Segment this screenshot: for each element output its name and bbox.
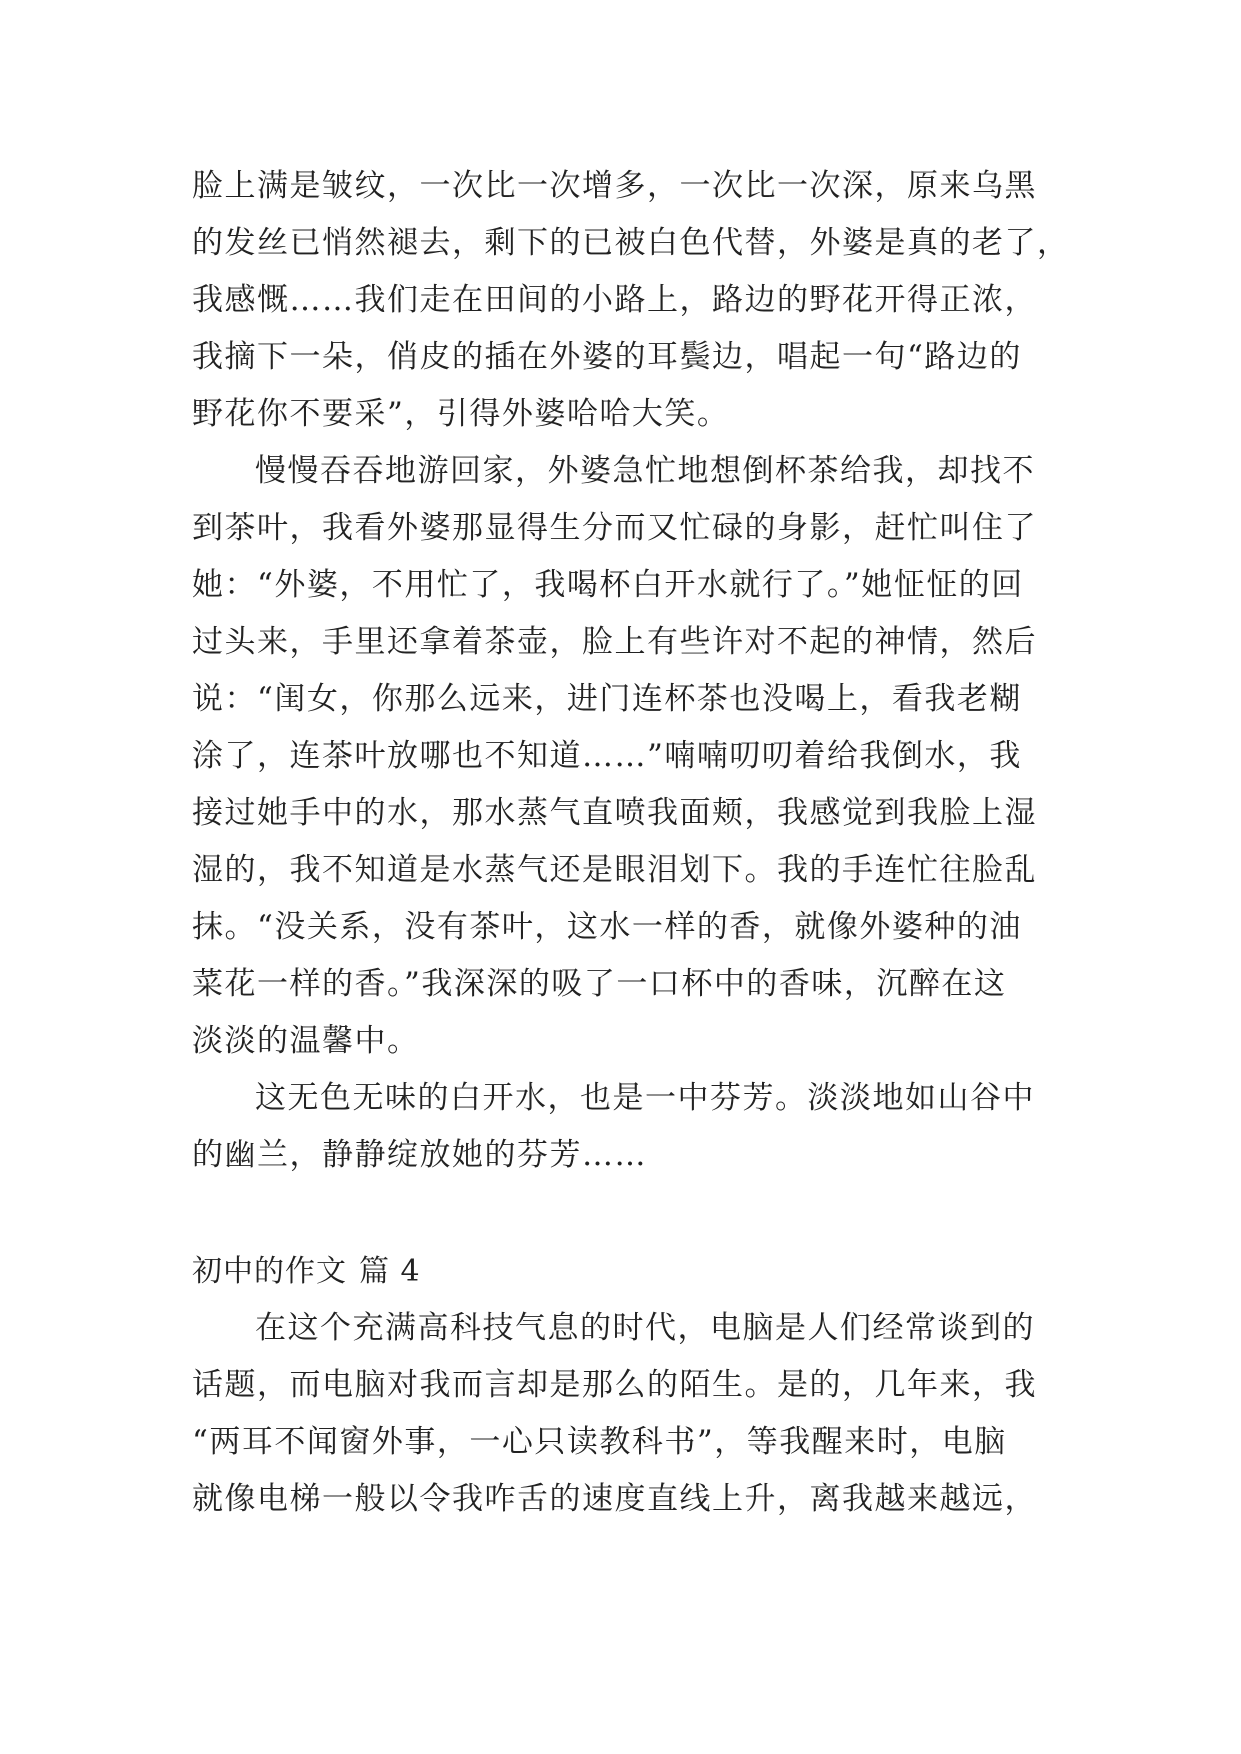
text-line: “两耳不闻窗外事，一心只读教科书”，等我醒来时，电脑 [192,1424,1007,1460]
text-line: 就像电梯一般以令我咋舌的速度直线上升，离我越来越远， [192,1481,1037,1517]
section-heading [192,1252,421,1292]
text-line: 过头来，手里还拿着茶壶，脸上有些许对不起的神情，然后 [192,624,1037,660]
text-line: 话题，而电脑对我而言却是那么的陌生。是的，几年来，我 [192,1367,1037,1403]
text-line: 抹。“没关系，没有茶叶，这水一样的香，就像外婆种的油 [192,909,1022,945]
section-title: 初中的作文 [192,1254,347,1289]
text-line: 我摘下一朵，俏皮的插在外婆的耳鬓边，唱起一句“路边的 [192,339,1022,375]
text-line: 淡淡的温馨中。 [192,1023,420,1059]
text-line: 的发丝已悄然褪去，剩下的已被白色代替，外婆是真的老了， [192,225,1070,261]
text-line: 脸上满是皱纹，一次比一次增多，一次比一次深，原来乌黑 [192,168,1037,204]
section-number: 篇 4 [359,1254,421,1289]
text-line: 的幽兰，静静绽放她的芬芳…… [192,1137,647,1173]
text-line: 说：“闺女，你那么远来，进门连杯茶也没喝上，看我老糊 [192,681,1022,717]
text-line: 接过她手中的水，那水蒸气直喷我面颊，我感觉到我脸上湿 [192,795,1037,831]
text-line: 到茶叶，我看外婆那显得生分而又忙碌的身影，赶忙叫住了 [192,510,1037,546]
text-line: 这无色无味的白开水，也是一中芬芳。淡淡地如山谷中 [255,1080,1035,1116]
text-line: 在这个充满高科技气息的时代，电脑是人们经常谈到的 [255,1310,1035,1346]
text-line: 湿的，我不知道是水蒸气还是眼泪划下。我的手连忙往脸乱 [192,852,1037,888]
text-line: 涂了，连茶叶放哪也不知道……”喃喃叨叨着给我倒水，我 [192,738,1022,774]
text-line: 她：“外婆，不用忙了，我喝杯白开水就行了。”她怔怔的回 [192,567,1024,603]
text-line: 我感慨……我们走在田间的小路上，路边的野花开得正浓， [192,282,1037,318]
text-line: 菜花一样的香。”我深深的吸了一口杯中的香味，沉醉在这 [192,966,1007,1002]
text-line: 野花你不要采”，引得外婆哈哈大笑。 [192,396,730,432]
text-line: 慢慢吞吞地游回家，外婆急忙地想倒杯茶给我，却找不 [255,453,1035,489]
